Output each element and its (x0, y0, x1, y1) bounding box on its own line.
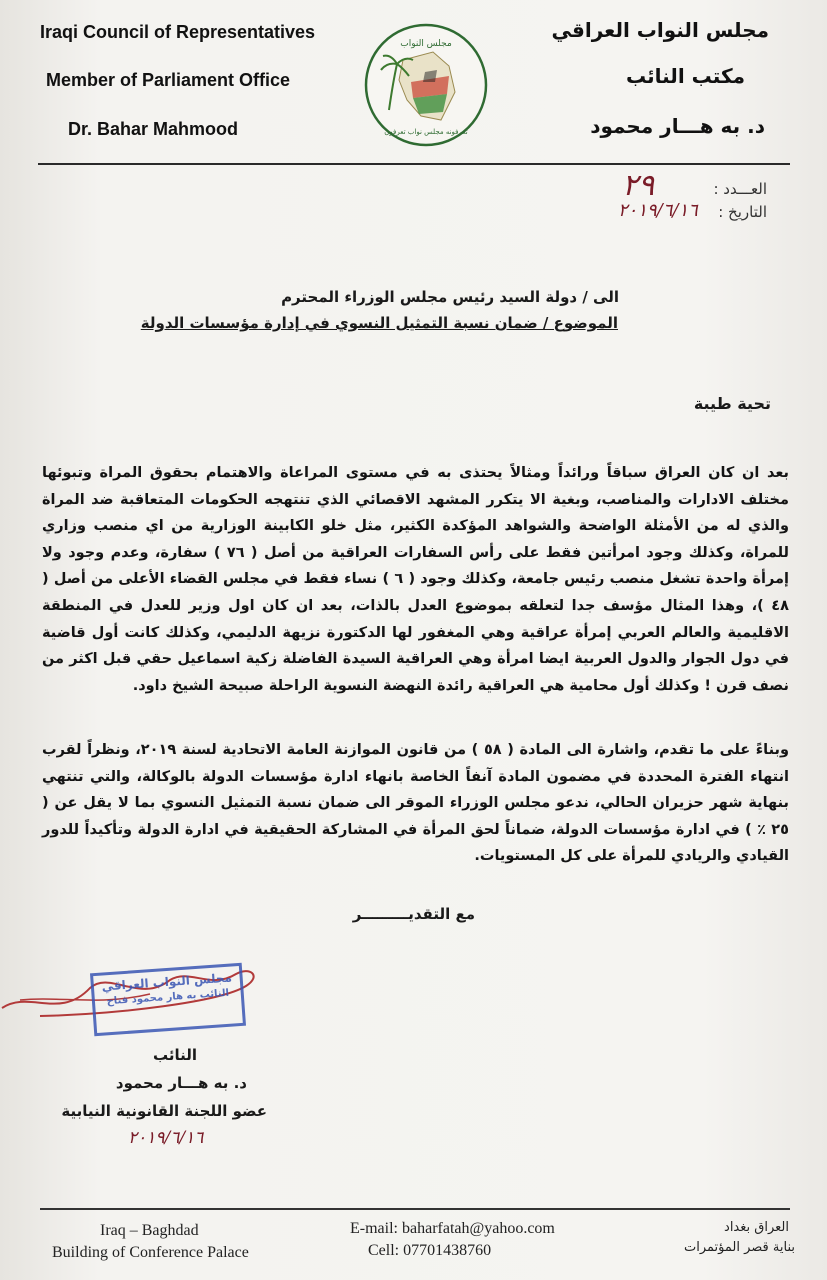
logo-text-top: مجلس النواب (400, 39, 452, 49)
paragraph-text: بعد ان كان العراق سباقاً ورائداً ومثالاً يحتذى به في مستوى المراعاة والاهتمام بحقوق المراة وتبوئها مختلف الادارات والمناصب، وبغية الا يتكرر المشهد الاقصائي الذي تنتهجه الحكومات المتعاقبة ضد المراة والذي له من الأمثلة الواضحة والشواهد المؤكدة الكثير، مثل خلو الكابينة الوزارية من اي منصب وزاري للمراة، وكذلك وجود امرأتين فقط على رأس السفارات العراقية من أصل ( ٧٦ ) سفارة، وعدم وجود ولا إمرأة واحدة تشغل منصب رئيس جامعة، وكذلك وجود ( ٦ ) نساء فقط في مجلس القضاء الأعلى من أصل ( ٤٨ )، وهذا المثال مؤسف جدا لتعلقه بموضوع العدل بالذات، بعد ان كان اول وزير للعدل في المنطقة الاقليمية والعالم العربي إمرأة عراقية وهي المغفور لها الدكتورة نزيهة الدليمي، وكذلك كانت أول قاضية في دول الجوار والدول العربية ايضا امرأة وهي العراقية السيدة الفاضلة زكية اسماعيل حقي قبل اكثر من نصف قرن ! وكذلك أول محامية هي العراقية رائدة النهضة النسوية الراحلة صبيحة الشيخ داود. (42, 465, 790, 694)
greeting: تحية طيبة (693, 394, 771, 413)
body-paragraph-2 (42, 737, 789, 870)
header-ar-name: د. به هـــار محمود (590, 114, 765, 138)
number-value: ٢٩ (622, 168, 655, 203)
addressee-line: الى / دولة السيد رئيس مجلس الوزراء المحترم (281, 288, 619, 306)
footer-email: E-mail: baharfatah@yahoo.com (350, 1220, 555, 1237)
footer-city: Iraq – Baghdad (100, 1222, 199, 1239)
footer-building: Building of Conference Palace (52, 1244, 249, 1261)
footer-ar-city: العراق بغداد (724, 1220, 789, 1235)
body-paragraph-1 (42, 460, 789, 699)
date-label: التاريخ : (718, 203, 767, 221)
signatory-date: ٢٠١٩/٦/١٦ (128, 1128, 204, 1148)
footer-cell: Cell: 07701438760 (368, 1242, 492, 1259)
header-ar-council: مجلس النواب العراقي (551, 18, 769, 42)
header-divider (38, 163, 790, 165)
footer-divider (40, 1208, 790, 1210)
closing: مع التقديـــــــــر (352, 905, 475, 923)
stamp-line-1: مجلس النواب العراقي (101, 970, 233, 994)
date-value: ٢٠١٩/٦/١٦ (618, 200, 698, 221)
subject-line: الموضوع / ضمان نسبة التمثيل النسوي في إدارة مؤسسات الدولة (140, 314, 618, 332)
header-en-council: Iraqi Council of Representatives (40, 22, 316, 42)
paragraph-text: وبناءً على ما تقدم، واشارة الى المادة ( ٥٨ ) من قانون الموازنة العامة الاتحادية لسنة ٢٠١٩، ونظراً لقرب انتهاء الفترة المحددة في مضمون المادة آنفاً الخاصة بانهاء ادارة مؤسسات الدولة بالوكالة، والتي تنتهي بنهاية شهر حزيران الحالي، ندعو مجلس الوزراء الموقر الى ضمان نسبة التمثيل النسوي بما لا يقل عن ( ٢٥ ٪ ) في ادارة مؤسسات الدولة، ضماناً لحق المرأة في المشاركة الحقيقية في ادارة الدولة وتأكيداً للدور القيادي والريادي للمرأة على كل المستويات. (42, 742, 789, 865)
header-en-name: Dr. Bahar Mahmood (68, 119, 239, 139)
header-en-office: Member of Parliament Office (46, 70, 291, 90)
stamp-line-2: النائب به هار محمود فتاح (106, 987, 230, 1008)
parliament-logo (363, 22, 489, 148)
signatory-title: النائب (152, 1046, 197, 1064)
footer-ar-building: بناية قصر المؤتمرات (684, 1240, 795, 1255)
header-ar-office: مكتب النائب (625, 64, 745, 88)
signatory-name: د. به هـــار محمود (115, 1074, 247, 1092)
number-label: العـــدد : (713, 180, 767, 198)
signatory-role: عضو اللجنة القانونية النيابية (61, 1102, 267, 1120)
logo-text-bottom: تعرفونه مجلس نواب تعرفون (384, 128, 468, 136)
official-stamp (90, 963, 246, 1036)
